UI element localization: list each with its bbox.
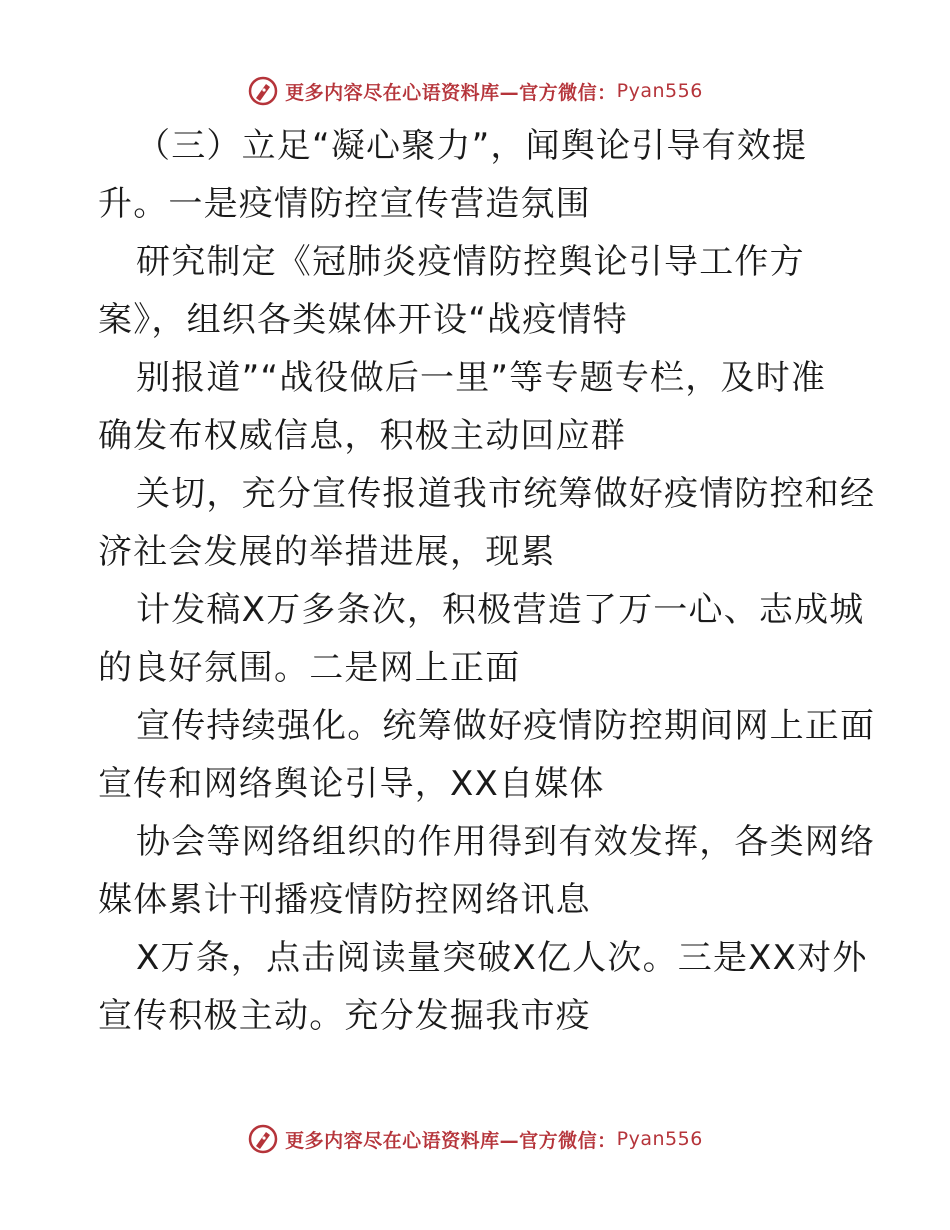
text-line: 协会等网络组织的作用得到有效发挥，各类网络: [136, 822, 876, 862]
text-line: 宣传和网络舆论引导，XX自媒体: [98, 764, 605, 804]
watermark-wechat-id: Pyan556: [616, 1128, 703, 1150]
watermark-text: 更多内容尽在心语资料库—官方微信：: [285, 1129, 617, 1152]
text-line: 别报道”“战役做后一里”等专题专栏，及时准: [136, 358, 827, 398]
text-line: 关切，充分宣传报道我市统筹做好疫情防控和经: [136, 474, 876, 514]
watermark-wechat-id: Pyan556: [616, 80, 703, 102]
text-line: 的良好氛围。二是网上正面: [98, 648, 521, 688]
text-line: X万条，点击阅读量突破X亿人次。三是XX对外: [136, 938, 868, 978]
footer-watermark: [0, 1119, 950, 1159]
text-line: 计发稿X万多条次，积极营造了万一心、志成城: [136, 590, 865, 630]
text-line: 媒体累计刊播疫情防控网络讯息: [98, 880, 591, 920]
text-line: 济社会发展的举措进展，现累: [98, 532, 556, 572]
pen-nib-icon: [247, 1123, 279, 1155]
text-line: 案》，组织各类媒体开设“战疫情特: [98, 300, 628, 340]
document-body: [98, 122, 876, 1050]
text-line: 确发布权威信息，积极主动回应群: [98, 416, 626, 456]
pen-nib-icon: [247, 75, 279, 107]
watermark-text: 更多内容尽在心语资料库—官方微信：: [285, 81, 617, 104]
text-line: 宣传持续强化。统筹做好疫情防控期间网上正面: [136, 706, 876, 746]
text-line: 研究制定《冠肺炎疫情防控舆论引导工作方: [136, 242, 805, 282]
text-line: （三）立足“凝心聚力”，闻舆论引导有效提: [136, 126, 808, 166]
header-watermark: [0, 71, 950, 111]
text-line: 升。一是疫情防控宣传营造氛围: [98, 184, 591, 224]
text-line: 宣传积极主动。充分发掘我市疫: [98, 996, 591, 1036]
